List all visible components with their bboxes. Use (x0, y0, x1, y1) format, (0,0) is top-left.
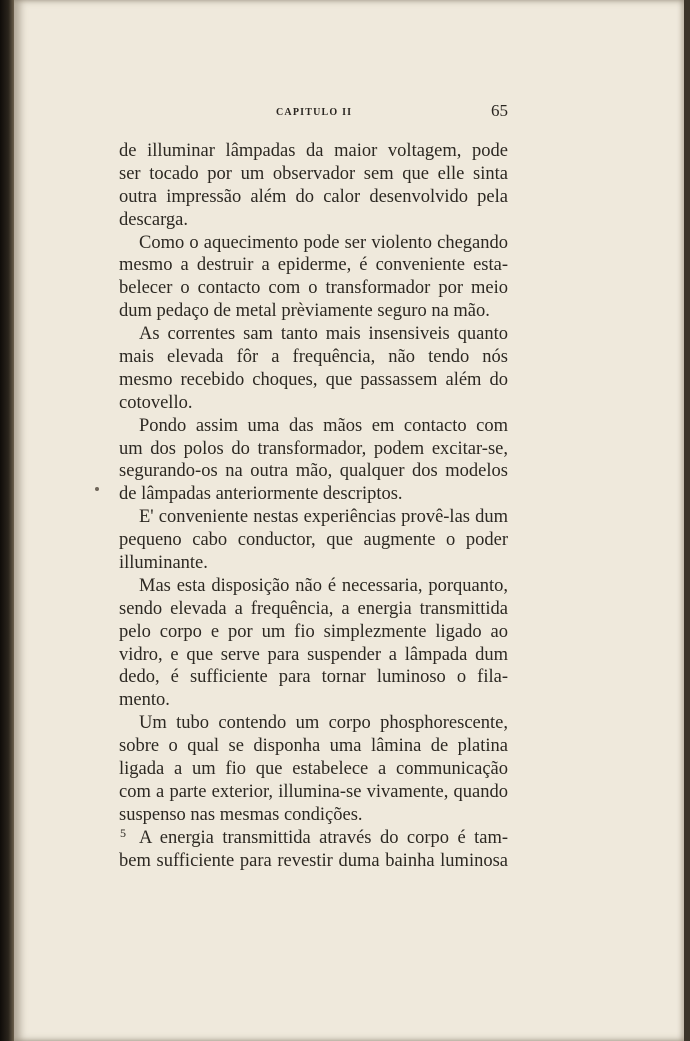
margin-mark (95, 487, 99, 491)
text-line: belecer o contacto com o transformador por meio (119, 278, 508, 299)
text-line: As correntes sam tanto mais insensiveis quanto (139, 324, 508, 345)
text-line: de illuminar lâmpadas da maior voltagem, pode (119, 141, 508, 161)
text-line: dedo, é sufficiente para tornar luminoso o fila- (119, 667, 508, 688)
page-edge (684, 0, 690, 1041)
text-line: mento. (119, 690, 170, 711)
body-text (119, 140, 508, 873)
text-line: descarga. (119, 209, 188, 230)
text-line: ser tocado por um observador sem que elle sinta (119, 163, 508, 184)
text-line: mesmo recebido choques, que passassem além do (119, 369, 508, 390)
text-line: sendo elevada a frequência, a energia transmittida (119, 598, 508, 619)
text-line: Um tubo contendo um corpo phosphorescente, (139, 713, 508, 734)
text-line: mais elevada fôr a frequência, não tendo nós (119, 347, 508, 368)
signature-mark: 5 (120, 826, 126, 840)
text-line: um dos polos do transformador, podem excitar-se, (119, 438, 508, 459)
text-line: de lâmpadas anteriormente descriptos. (119, 484, 403, 505)
text-line: suspenso nas mesmas condições. (119, 804, 363, 825)
text-line: Como o aquecimento pode ser violento chegando (139, 232, 508, 253)
text-line: vidro, e que serve para suspender a lâmpada dum (119, 644, 508, 665)
running-head (120, 101, 508, 125)
text-line: illuminante. (119, 553, 208, 574)
text-line: bem sufficiente para revestir duma bainha luminosa (119, 850, 508, 871)
text-line: pequeno cabo conductor, que augmente o poder (119, 530, 508, 551)
text-line: A energia transmittida através do corpo é tam- (139, 827, 508, 848)
text-line: mesmo a destruir a epiderme, é conveniente esta- (119, 255, 508, 276)
text-line: ligada a um fio que estabelece a communicação (119, 759, 508, 780)
text-line: cotovello. (119, 392, 193, 413)
text-line: outra impressão além do calor desenvolvido pela (119, 186, 508, 207)
text-line: Mas esta disposição não é necessaria, porquanto, (139, 575, 508, 596)
text-line: sobre o qual se disponha uma lâmina de platina (119, 736, 508, 757)
text-line: E' conveniente nestas experiências provê-las dum (139, 507, 508, 528)
text-line: Pondo assim uma das mãos em contacto com (139, 415, 508, 436)
text-line: com a parte exterior, illumina-se vivamente, quando (119, 781, 508, 802)
text-line: segurando-os na outra mão, qualquer dos modelos (119, 461, 508, 482)
text-line: dum pedaço de metal prèviamente seguro na mão. (119, 301, 490, 322)
page-number: 65 (491, 101, 508, 120)
text-line: pelo corpo e por um fio simplezmente ligado ao (119, 621, 508, 642)
book-spine-shadow (0, 0, 14, 1041)
chapter-title: CAPITULO II (276, 107, 353, 118)
